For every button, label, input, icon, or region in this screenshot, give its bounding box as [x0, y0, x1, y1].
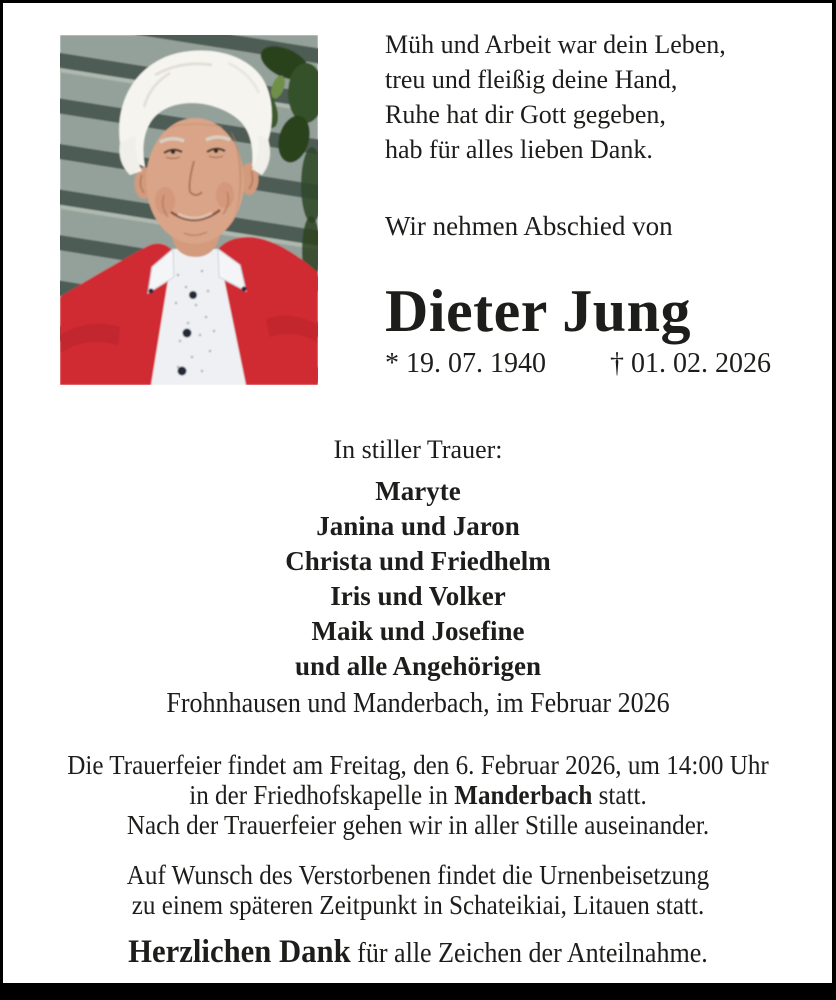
life-dates: [385, 347, 771, 381]
deceased-portrait: [60, 35, 318, 385]
mourner-name: Maik und Josefine: [311, 616, 525, 646]
mourner-name: Christa und Friedhelm: [285, 546, 551, 576]
funeral-line-1: Die Trauerfeier findet am Freitag, den 6. Februar 2026, um 14:00 Uhr: [67, 750, 769, 780]
urn-line-2: zu einem späteren Zeitpunkt in Schateikiai, Litauen statt.: [131, 890, 705, 920]
funeral-line-2-pre: in der Friedhofskapelle in: [189, 780, 455, 810]
urn-line-1: Auf Wunsch des Verstorbenen findet die Urnenbeisetzung: [126, 860, 710, 890]
funeral-line-2: [29, 780, 806, 810]
thanks-line: [29, 931, 806, 975]
mourners-list: [0, 474, 836, 684]
funeral-line-2-post: statt.: [592, 780, 647, 810]
thanks-rest: für alle Zeichen der Anteilnahme.: [350, 938, 708, 969]
frame-top-edge: [0, 0, 836, 3]
funeral-location: Manderbach: [454, 780, 593, 810]
funeral-line-3: Nach der Trauerfeier gehen wir in aller Stille auseinander.: [126, 810, 710, 840]
thanks-bold: Herzlichen Dank: [128, 934, 351, 970]
memorial-poem: [385, 27, 726, 167]
urn-info: [29, 860, 806, 920]
death-date: † 01. 02. 2026: [610, 348, 771, 379]
poem-line: hab für alles lieben Dank.: [385, 135, 653, 164]
farewell-intro: Wir nehmen Abschied von: [385, 211, 673, 241]
bottom-black-bar: [0, 983, 836, 1000]
funeral-info: [29, 750, 806, 840]
deceased-name: Dieter Jung: [385, 278, 692, 344]
mourner-name: Janina und Jaron: [316, 511, 520, 541]
poem-line: Ruhe hat dir Gott gegeben,: [385, 100, 666, 129]
poem-line: Müh und Arbeit war dein Leben,: [385, 30, 726, 59]
mourning-intro: In stiller Trauer:: [333, 435, 503, 464]
mourner-name: Iris und Volker: [330, 581, 506, 611]
poem-line: treu und fleißig deine Hand,: [385, 65, 678, 94]
birth-date: * 19. 07. 1940: [385, 348, 546, 379]
mourner-name: und alle Angehörigen: [294, 651, 542, 681]
place-date-line: Frohnhausen und Manderbach, im Februar 2026: [166, 688, 670, 719]
mourner-name: Maryte: [375, 476, 461, 506]
